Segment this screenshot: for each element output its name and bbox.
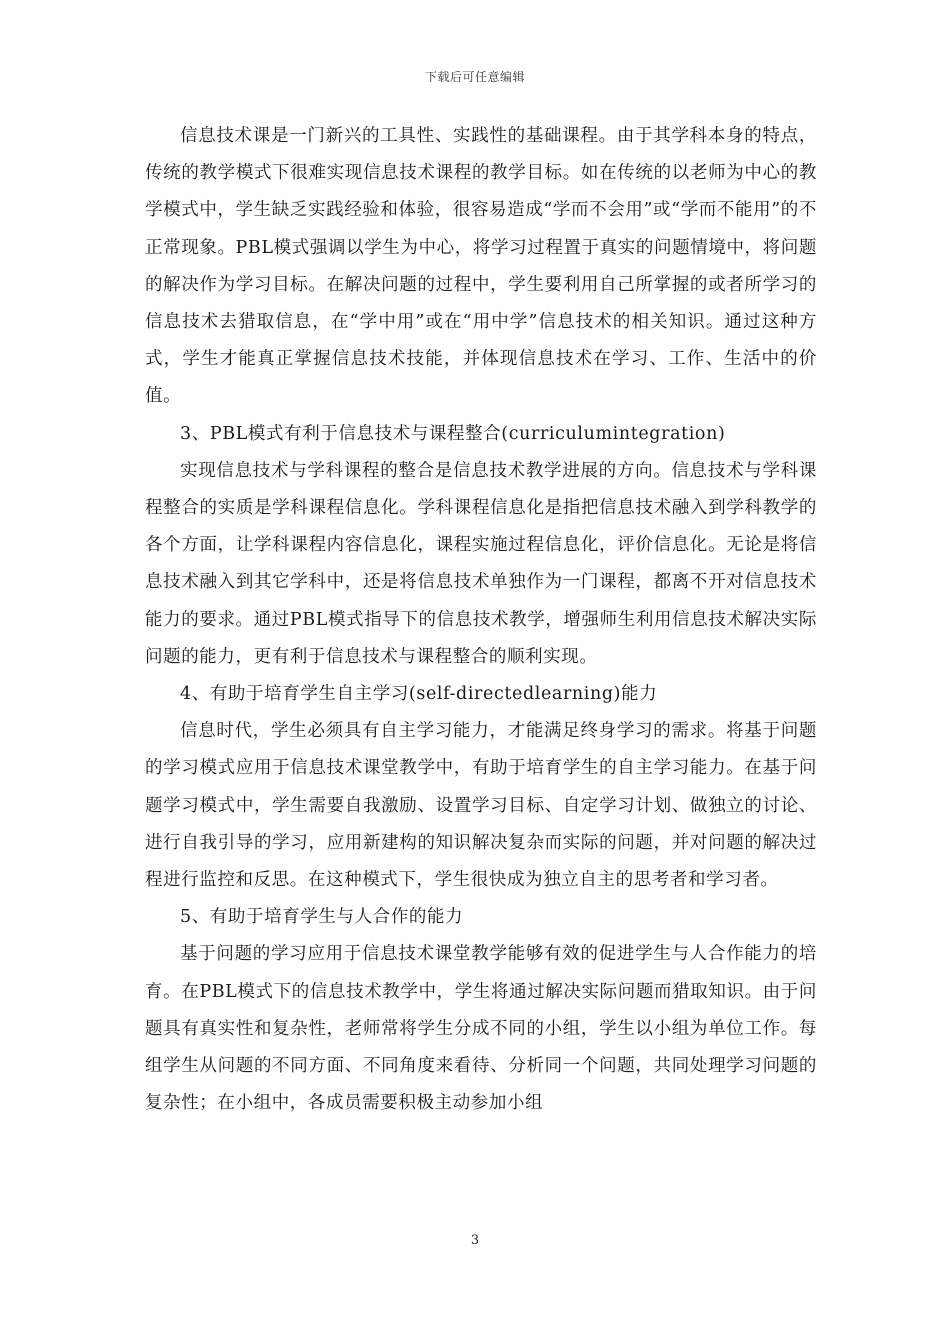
section-heading-3: 3、PBL模式有利于信息技术与课程整合(curriculumintegration) — [180, 423, 726, 444]
paragraph-integration: 实现信息技术与学科课程的整合是信息技术教学进展的方向。信息技术与学科课程整合的实质是学科课程信息化。学科课程信息化是指把信息技术融入到学科教学的各个方面，让学科课程内容信息化，课程实施过程信息化，评价信息化。无论是将信息技术融入到其它学科中，还是将信息技术单独作为一门课程，都离不开对信息技术能力的要求。通过PBL模式指导下的信息技术教学，增强师生利用信息技术解决实际问题的能力，更有利于信息技术与课程整合的顺利实现。 — [145, 460, 817, 667]
document-body — [145, 118, 817, 1122]
section-heading-4: 4、有助于培育学生自主学习(self-directedlearning)能力 — [180, 684, 658, 705]
paragraph-cooperation: 基于问题的学习应用于信息技术课堂教学能够有效的促进学生与人合作能力的培育。在PBL模式下的信息技术教学中，学生将通过解决实际问题而猎取知识。由于问题具有真实性和复杂性，老师常将学生分成不同的小组，学生以小组为单位工作。每组学生从问题的不同方面、不同角度来看待、分析同一个问题，共同处理学习问题的复杂性；在小组中，各成员需要积极主动参加小组 — [145, 944, 817, 1114]
section-heading-5: 5、有助于培育学生与人合作的能力 — [180, 907, 464, 928]
page-number: 3 — [470, 1233, 480, 1248]
page-header: 下载后可任意编辑 — [424, 70, 525, 84]
paragraph-self-directed: 信息时代，学生必须具有自主学习能力，才能满足终身学习的需求。将基于问题的学习模式应用于信息技术课堂教学中，有助于培育学生的自主学习能力。在基于问题学习模式中，学生需要自我激励、设置学习目标、自定学习计划、做独立的讨论、进行自我引导的学习，应用新建构的知识解决复杂而实际的问题，并对问题的解决过程进行监控和反思。在这种模式下，学生很快成为独立自主的思考者和学习者。 — [145, 721, 817, 891]
paragraph-intro: 信息技术课是一门新兴的工具性、实践性的基础课程。由于其学科本身的特点，传统的教学模式下很难实现信息技术课程的教学目标。如在传统的以老师为中心的教学模式中，学生缺乏实践经验和体验，很容易造成“学而不会用”或“学而不能用”的不正常现象。PBL模式强调以学生为中心，将学习过程置于真实的问题情境中，将问题的解决作为学习目标。在解决问题的过程中，学生要利用自己所掌握的或者所学习的信息技术去猎取信息，在“学中用”或在“用中学”信息技术的相关知识。通过这种方式，学生才能真正掌握信息技术技能，并体现信息技术在学习、工作、生活中的价值。 — [145, 126, 817, 407]
